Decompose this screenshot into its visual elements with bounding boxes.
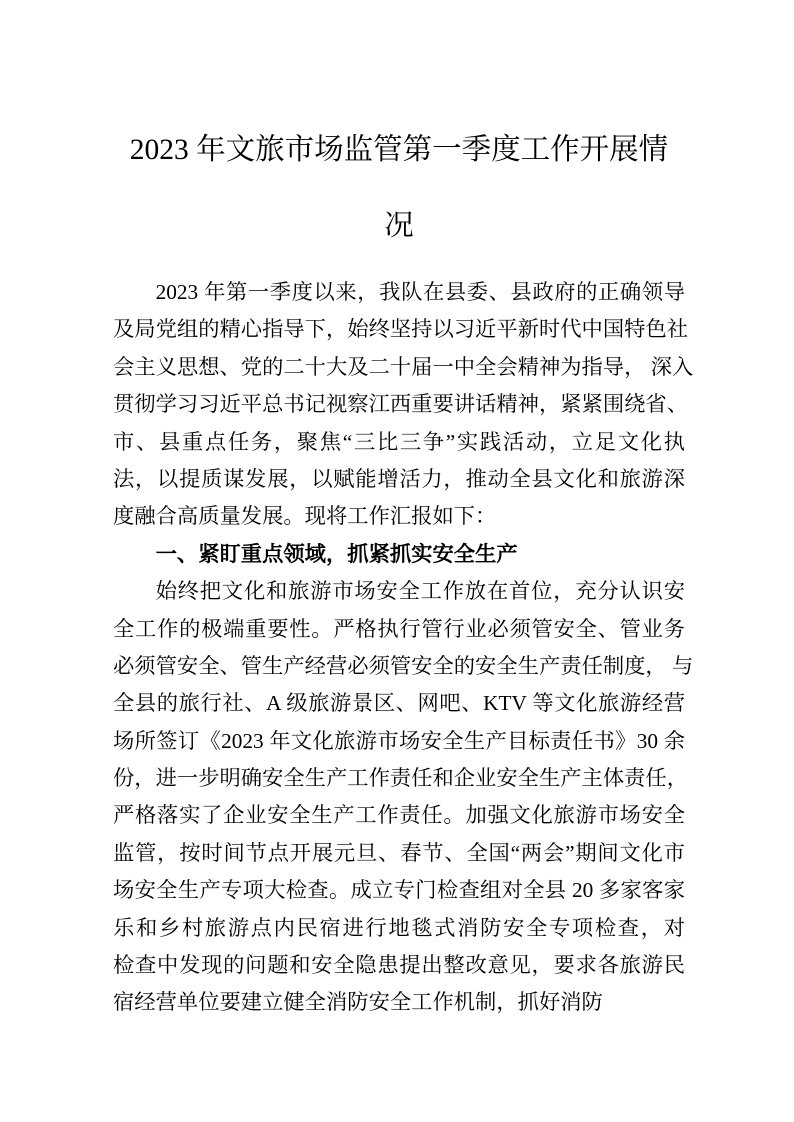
paragraph-line: 场所签订《2023 年文化旅游市场安全生产目标责任书》30 余 <box>113 728 685 753</box>
paragraph-line: 始终把文化和旅游市场安全工作放在首位，充分认识安 <box>155 579 685 604</box>
paragraph-line: 监管，按时间节点开展元旦、春节、全国“两会”期间文化市 <box>113 840 685 865</box>
intro-paragraph <box>113 274 694 536</box>
section-1-paragraph <box>113 573 694 1022</box>
paragraph-line: 严格落实了企业安全生产工作责任。加强文化旅游市场安全 <box>113 803 685 828</box>
document-content <box>113 112 694 1022</box>
paragraph-line: 份，进一步明确安全生产工作责任和企业安全生产主体责任， <box>113 766 689 791</box>
paragraph-line: 必须管安全、管生产经营必须管安全的安全生产责任制度， 与 <box>113 653 694 678</box>
paragraph-line: 贯彻学习习近平总书记视察江西重要讲话精神，紧紧围绕省、 <box>113 392 689 417</box>
paragraph-line: 法，以提质谋发展，以赋能增活力，推动全县文化和旅游深 <box>113 466 685 491</box>
paragraph-line: 全县的旅行社、A 级旅游景区、网吧、KTV 等文化旅游经营 <box>113 691 685 716</box>
paragraph-line: 市、县重点任务，聚焦“三比三争”实践活动，立足文化执 <box>113 429 685 454</box>
section-1-heading: 一、紧盯重点领域，抓紧抓实安全生产 <box>155 541 518 566</box>
paragraph-line: 乐和乡村旅游点内民宿进行地毯式消防安全专项检查，对 <box>113 915 685 940</box>
paragraph-line: 及局党组的精心指导下，始终坚持以习近平新时代中国特色社 <box>113 317 689 342</box>
document-title-line: 况 <box>384 210 414 242</box>
paragraph-line: 度融合高质量发展。现将工作汇报如下： <box>113 504 497 529</box>
document-title <box>113 112 685 264</box>
paragraph-line: 检查中发现的问题和安全隐患提出整改意见，要求各旅游民 <box>113 953 685 978</box>
paragraph-line: 会主义思想、党的二十大及二十届一中全会精神为指导， 深入 <box>113 354 694 379</box>
paragraph-line: 场安全生产专项大检查。成立专门检查组对全县 20 多家客家 <box>113 878 685 903</box>
paragraph-line: 全工作的极端重要性。严格执行管行业必须管安全、管业务 <box>113 616 685 641</box>
paragraph-line: 宿经营单位要建立健全消防安全工作机制，抓好消防 <box>113 990 603 1015</box>
paragraph-line: 2023 年第一季度以来，我队在县委、县政府的正确领导 <box>155 280 685 304</box>
document-title-line: 2023 年文旅市场监管第一季度工作开展情 <box>129 134 669 166</box>
